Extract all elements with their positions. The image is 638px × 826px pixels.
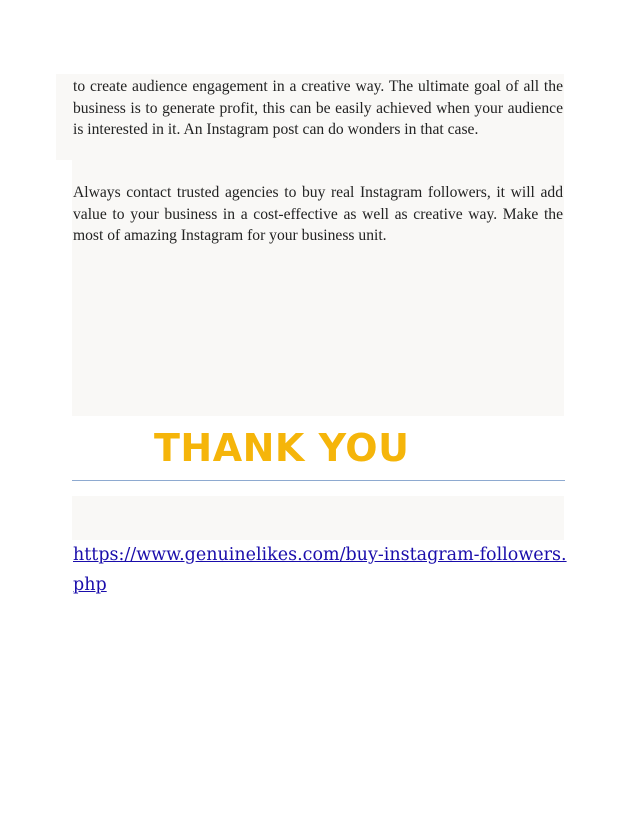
website-link[interactable]: https://www.genuinelikes.com/buy-instagram-followers.php [73,545,567,595]
divider-line [72,480,565,481]
thank-you-heading: THANK YOU [154,426,410,470]
link-highlight-block [72,496,564,540]
body-paragraph: to create audience engagement in a creative way. The ultimate goal of all the business is to generate profit, this can be easily achieved when your audience is interested in it. An Instagram post can do wonders in that case. [73,78,563,138]
body-paragraph: Always contact trusted agencies to buy real Instagram followers, it will add value to your business in a cost-effective as well as creative way. Make the most of amazing Instagram for your business unit. [73,184,563,244]
